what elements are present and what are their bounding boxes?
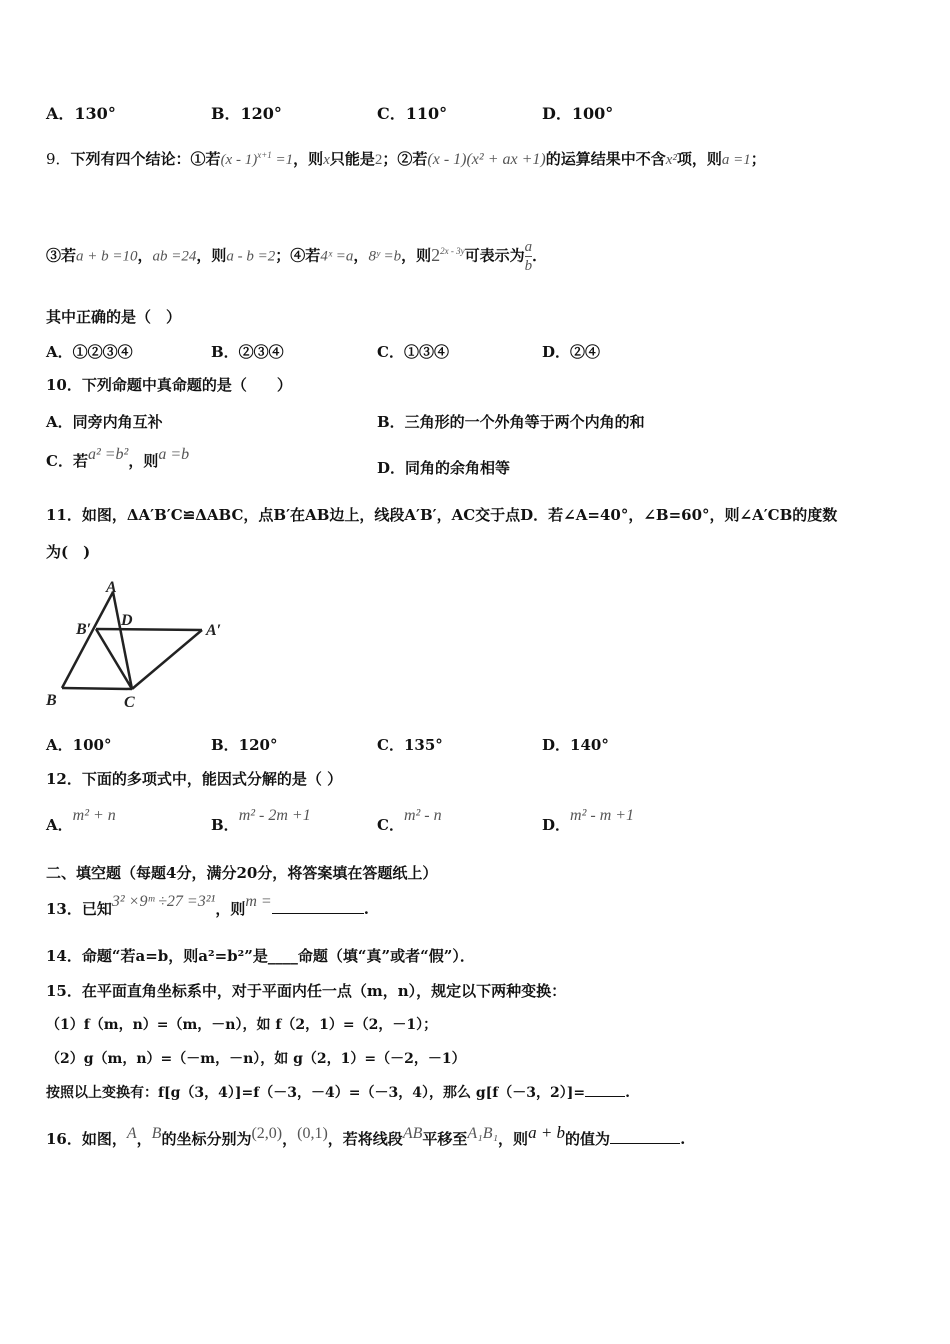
label-C: C (124, 694, 135, 711)
q15-line1: 15．在平面直角坐标系中，对于平面内任一点（m，n），规定以下两种变换： (46, 982, 567, 1000)
q10-title: 10．下列命题中真命题的是（ ） (46, 376, 292, 394)
label-Bprime: B′ (76, 621, 92, 638)
q13: 13．已知3² ×9ᵐ ÷27 =3²¹，则m = . (46, 893, 369, 918)
label-A: A (106, 579, 117, 596)
q11-figure (40, 572, 240, 712)
q11-option-b: B．120° (211, 736, 278, 754)
q10-option-b: B．三角形的一个外角等于两个内角的和 (377, 413, 645, 431)
label-Aprime: A′ (206, 622, 222, 639)
q11-line2: 为( ) (46, 543, 91, 561)
q16-answer-blank[interactable] (610, 1129, 680, 1144)
q10-option-d: D．同角的余角相等 (377, 459, 511, 477)
q16: 16．如图，A，B的坐标分别为(2,0)，(0,1)，若将线段AB平移至A₁B₁，则a + b的值为 . (46, 1123, 686, 1148)
q9-fraction: $\frac{a}{b}$ (524, 239, 533, 274)
q9-line2: ③若a + b =10，ab =24，则a - b =2；④若4ˣ =a，8ʸ =b，则$2^{2x - 3y}$可表示为 $\frac{a}{b}$ ． (46, 239, 548, 274)
edge-BC (62, 688, 132, 689)
q12-option-c: C．m² - n (377, 807, 442, 834)
label-B: B (46, 692, 57, 709)
q8-option-c: C．110° (377, 104, 448, 123)
q11-line1: 11．如图，ΔA′B′C≌ΔABC，点B′在AB边上，线段A′B′，AC交于点D．若∠A=40°，∠B=60°，则∠A′CB的度数 (46, 506, 838, 524)
section-heading: 二、填空题（每题4分，满分20分，将答案填在答题纸上） (46, 864, 438, 882)
label-D: D (121, 612, 133, 629)
q11-option-d: D．140° (542, 736, 609, 754)
q12-option-b: B．m² - 2m +1 (211, 807, 311, 834)
q11-option-c: C．135° (377, 736, 443, 754)
q8-option-b: B．120° (211, 104, 282, 123)
q10-option-a: A．同旁内角互补 (46, 413, 163, 431)
q9-option-a: A．①②③④ (46, 343, 133, 361)
q9-text: 下列有四个结论：①若 (70, 150, 221, 168)
q9-option-c: C．①③④ (377, 343, 449, 361)
q12-title: 12．下面的多项式中，能因式分解的是（ ） (46, 770, 343, 788)
q12-option-d: D．m² - m +1 (542, 807, 635, 834)
q15-line4: 按照以上变换有：f[g（3，4）]=f（－3，－4）=（－3，4），那么 g[f（－3，2）]= . (46, 1082, 630, 1102)
q9-math-2: (x - 1)(x² + ax +1) (427, 151, 546, 168)
q9-stem: 其中正确的是（ ） (46, 308, 182, 326)
q8-option-d: D．100° (542, 104, 614, 123)
q8-option-a: A．130° (46, 104, 116, 123)
q9-power: $2^{2x - 3y}$ (431, 244, 465, 265)
q15-answer-blank[interactable] (585, 1082, 625, 1097)
edge-CAp (132, 630, 202, 689)
q11-option-a: A．100° (46, 736, 112, 754)
q14: 14．命题“若a=b，则a²=b²”是____命题（填“真”或者“假”）． (46, 947, 475, 965)
q9-option-b: B．②③④ (211, 343, 284, 361)
q15-line3: （2）g（m，n）=（－m，－n），如 g（2，1）=（－2，－1） (46, 1051, 466, 1067)
q9-number: 9． (46, 150, 71, 168)
q10-option-c: C．若a² =b²，则a =b (46, 446, 190, 470)
q13-answer-blank[interactable] (272, 899, 364, 914)
edge-BA (62, 592, 113, 688)
q9-option-d: D．②④ (542, 343, 601, 361)
q9-line1: 9．下列有四个结论：①若(x - 1)$^{x+1}$ =1，则x只能是2；②若(x - 1)(x² + ax +1)的运算结果中不含x²项，则a =1； (46, 150, 766, 168)
q9-math-1: (x - 1)$^{x+1}$ =1 (220, 150, 294, 168)
edge-BpAp (96, 629, 202, 630)
q12-option-a: A．m² + n (46, 807, 116, 834)
q15-line2: （1）f（m，n）=（m，－n），如 f（2，1）=（2，－1）； (46, 1017, 438, 1033)
